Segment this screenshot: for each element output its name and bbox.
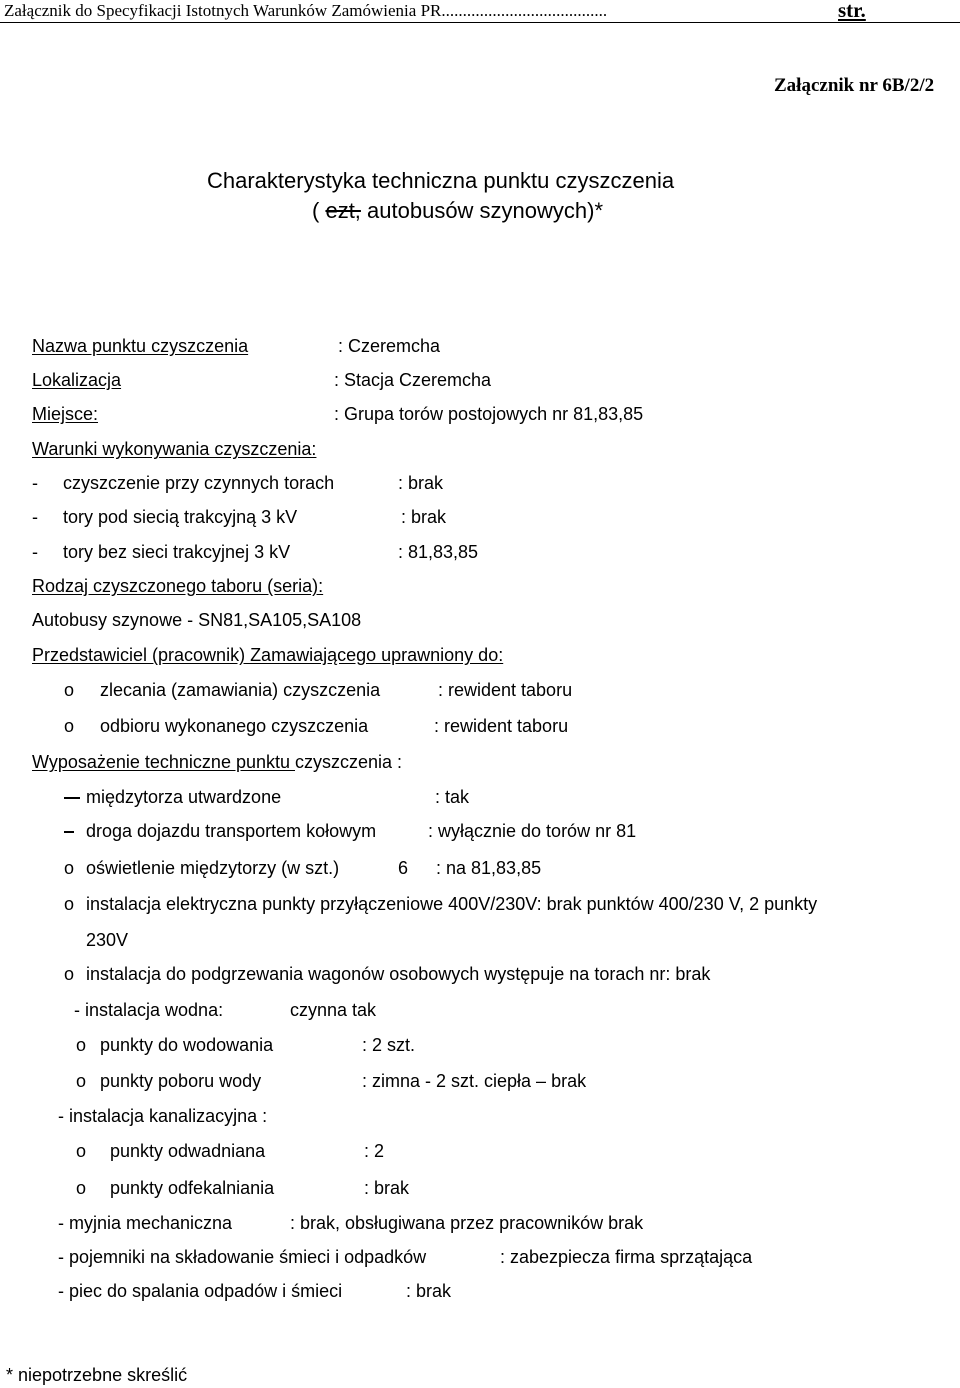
condition-bullet: - (32, 473, 38, 493)
condition-value: : 81,83,85 (398, 542, 479, 562)
water-bullet: o (76, 1035, 87, 1055)
header-left-text: Załącznik do Specyfikacji Istotnych Warunków Zamówienia PR....................................... (4, 1, 608, 20)
rep-item-label: zlecania (zamawiania) czyszczenia (100, 680, 381, 700)
water-item-label: punkty do wodowania (100, 1035, 274, 1055)
page-title-line2 (312, 200, 603, 222)
wash-label: - myjnia mechaniczna (58, 1213, 233, 1233)
incinerator-label: - piec do spalania odpadów i śmieci (58, 1281, 343, 1301)
incinerator-value: : brak (406, 1281, 452, 1301)
header-page-label: str. (838, 0, 866, 22)
name-value: : Czeremcha (338, 336, 441, 356)
conditions-label: Warunki wykonywania czyszczenia: (32, 439, 317, 459)
place-value: : Grupa torów postojowych nr 81,83,85 (334, 404, 644, 424)
condition-bullet: - (32, 542, 38, 562)
wash-value: : brak, obsługiwana przez pracowników brak (290, 1213, 644, 1233)
title-rest: autobusów szynowych)* (360, 198, 604, 223)
lighting-bullet: o (64, 858, 75, 878)
water-item-value: : zimna - 2 szt. ciepła – brak (362, 1071, 587, 1091)
equipment-label-underlined: Wyposażenie techniczne punktu (32, 752, 295, 772)
lighting-label: oświetlenie międzytorzy (w szt.) (86, 858, 340, 878)
bins-label: - pojemniki na składowanie śmieci i odpadków (58, 1247, 427, 1267)
rep-label: Przedstawiciel (pracownik) Zamawiającego uprawniony do: (32, 645, 504, 665)
footnote: * niepotrzebne skreślić (6, 1365, 188, 1385)
condition-label: tory pod siecią trakcyjną 3 kV (63, 507, 298, 527)
equipment-label-rest: czyszczenia : (295, 752, 403, 772)
lighting-count: 6 (398, 858, 409, 878)
road-dash (64, 831, 74, 833)
location-label: Lokalizacja (32, 370, 122, 390)
sewage-bullet: o (76, 1178, 87, 1198)
place-label: Miejsce: (32, 404, 99, 424)
bins-value: : zabezpiecza firma sprzątająca (500, 1247, 753, 1267)
electric-text-continued: 230V (86, 930, 129, 950)
header-rule (0, 22, 960, 23)
electric-bullet: o (64, 894, 75, 914)
sewage-bullet: o (76, 1141, 87, 1161)
annex-label: Załącznik nr 6B/2/2 (774, 75, 935, 96)
water-item-label: punkty poboru wody (100, 1071, 262, 1091)
condition-label: tory bez sieci trakcyjnej 3 kV (63, 542, 291, 562)
road-label: droga dojazdu transportem kołowym (86, 821, 377, 841)
heating-bullet: o (64, 964, 75, 984)
location-value: : Stacja Czeremcha (334, 370, 492, 390)
fleet-label: Rodzaj czyszczonego taboru (seria): (32, 576, 324, 596)
name-label: Nazwa punktu czyszczenia (32, 336, 249, 356)
water-value: czynna tak (290, 1000, 377, 1020)
lighting-value: : na 81,83,85 (436, 858, 542, 878)
equipment-label (32, 753, 402, 771)
title-struck-word: ezt, (325, 198, 361, 223)
rep-bullet: o (64, 680, 75, 700)
condition-bullet: - (32, 507, 38, 527)
water-bullet: o (76, 1071, 87, 1091)
condition-value: : brak (398, 473, 444, 493)
sewage-item-value: : brak (364, 1178, 410, 1198)
condition-value: : brak (401, 507, 447, 527)
sewage-label: - instalacja kanalizacyjna : (58, 1106, 268, 1126)
condition-label: czyszczenie przy czynnych torach (63, 473, 335, 493)
electric-text: instalacja elektryczna punkty przyłączeniowe 400V/230V: brak punktów 400/230 V, 2 punkty (86, 894, 818, 914)
sewage-item-label: punkty odfekalniania (110, 1178, 275, 1198)
intertrack-label: międzytorza utwardzone (86, 787, 282, 807)
page-title-line1: Charakterystyka techniczna punktu czyszczenia (207, 168, 675, 193)
rep-item-value: : rewident taboru (438, 680, 573, 700)
water-label: - instalacja wodna: (74, 1000, 224, 1020)
rep-item-value: : rewident taboru (434, 716, 569, 736)
rep-bullet: o (64, 716, 75, 736)
rep-item-label: odbioru wykonanego czyszczenia (100, 716, 369, 736)
title-paren: ( (312, 198, 326, 223)
sewage-item-label: punkty odwadniana (110, 1141, 266, 1161)
sewage-item-value: : 2 (364, 1141, 385, 1161)
fleet-value: Autobusy szynowe - SN81,SA105,SA108 (32, 610, 362, 630)
intertrack-dash (64, 797, 80, 799)
road-value: : wyłącznie do torów nr 81 (428, 821, 637, 841)
heating-text: instalacja do podgrzewania wagonów osobowych występuje na torach nr: brak (86, 964, 711, 984)
intertrack-value: : tak (435, 787, 470, 807)
water-item-value: : 2 szt. (362, 1035, 416, 1055)
